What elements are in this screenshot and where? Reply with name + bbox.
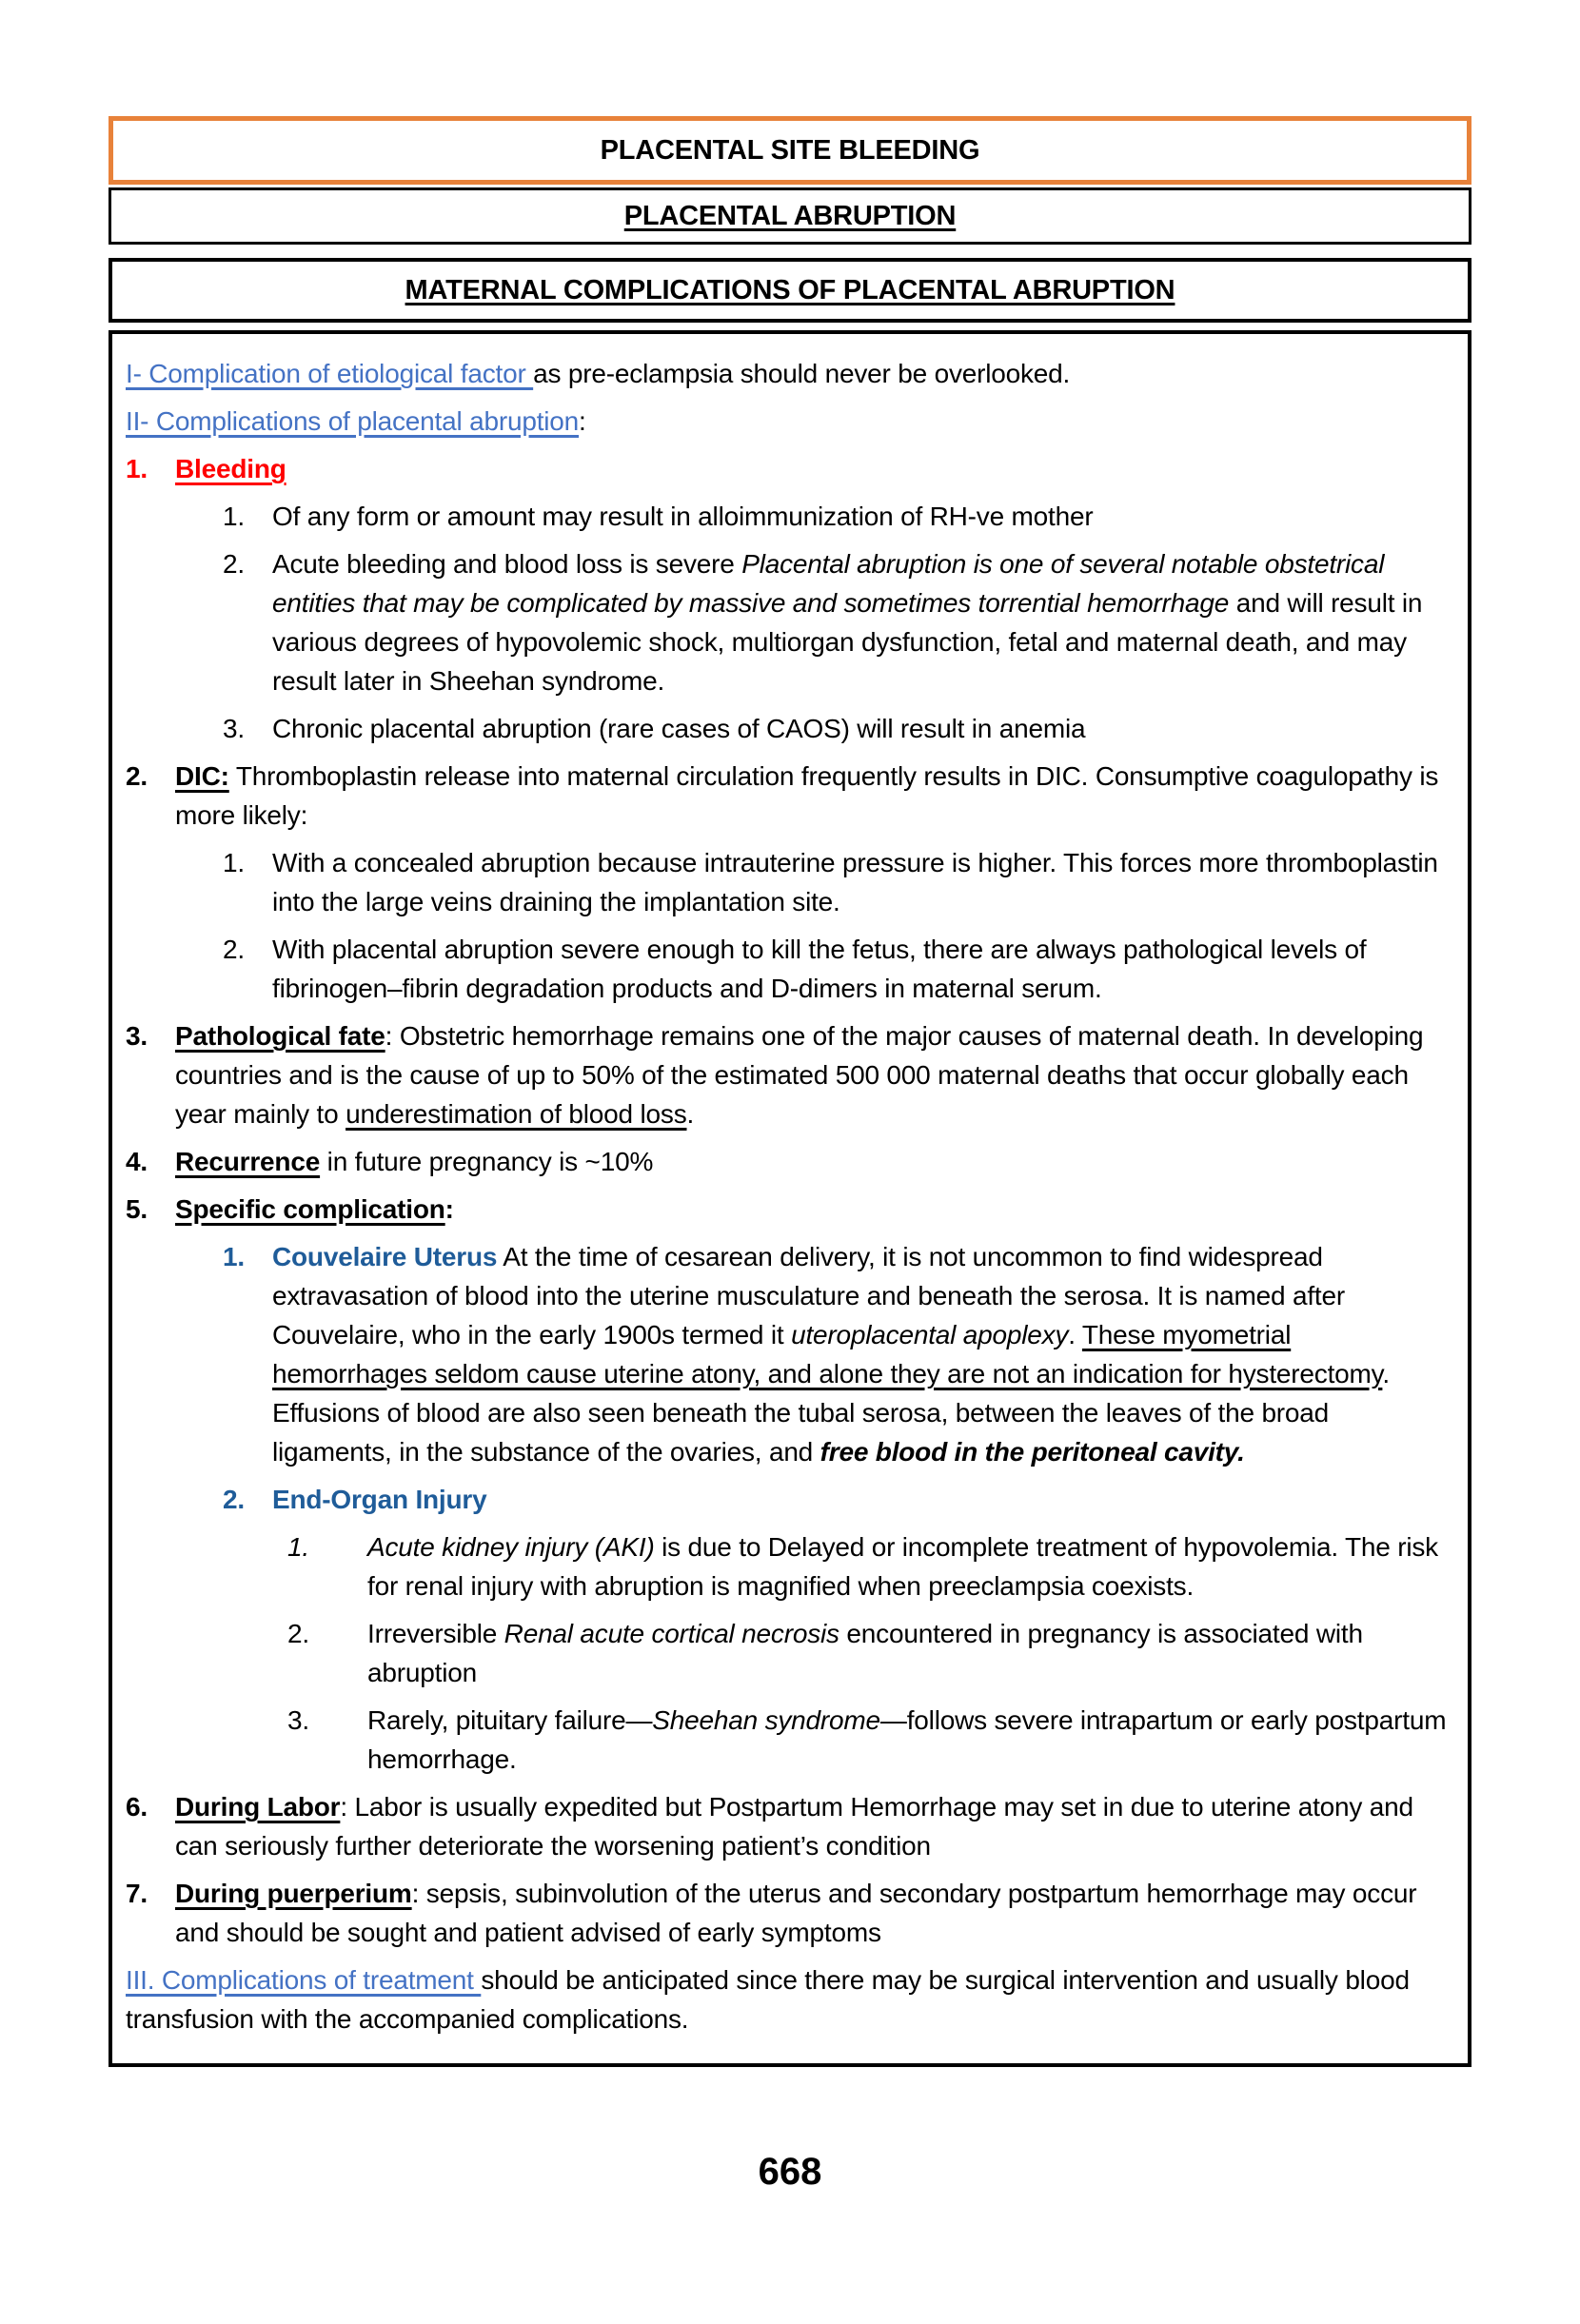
paragraph — [126, 402, 1449, 441]
paragraph-text — [367, 1701, 1449, 1779]
text-run: encountered in pregnancy is associated with abruption — [367, 1619, 1363, 1687]
paragraph-text — [175, 1190, 1449, 1229]
list-number: 6. — [126, 1792, 148, 1822]
paragraph-text — [175, 1874, 1449, 1952]
page-number: 668 — [758, 2151, 822, 2193]
text-run: Recurrence — [175, 1147, 321, 1176]
text-run: uteroplacental apoplexy — [791, 1320, 1069, 1349]
section-title: PLACENTAL ABRUPTION — [623, 200, 957, 231]
text-run: and will result in various degrees of hypovolemic shock, multiorgan dysfunction, fetal and maternal death, and may result later in Sheehan syndrome. — [272, 588, 1423, 696]
text-run: free blood in the peritoneal cavity. — [820, 1437, 1245, 1467]
text-run: Bleeding — [175, 454, 286, 483]
list-item — [287, 1614, 1449, 1692]
list-number: 2. — [223, 549, 245, 579]
list-number: 2. — [223, 935, 245, 964]
list-number: 2. — [126, 761, 148, 791]
list-item — [223, 497, 1449, 536]
text-run: Sheehan syndrome — [652, 1705, 880, 1735]
list-number: 2. — [287, 1619, 309, 1648]
list-number: 1. — [223, 1242, 245, 1271]
list-item — [126, 1190, 1449, 1229]
list-item — [223, 1237, 1449, 1471]
text-run: Acute kidney injury (AKI) — [367, 1532, 655, 1562]
list-item — [223, 709, 1449, 748]
text-run: Specific complication — [175, 1194, 445, 1224]
list-item — [223, 1480, 1449, 1519]
text-run: With placental abruption severe enough to kill the fetus, there are always pathological levels of fibrinogen–fibrin degradation products and D-dimers in maternal serum. — [272, 935, 1367, 1003]
list-item — [126, 1016, 1449, 1133]
page-title: PLACENTAL SITE BLEEDING — [600, 134, 980, 166]
paragraph-text — [272, 709, 1449, 748]
paragraph-text — [175, 757, 1449, 835]
paragraph-text — [126, 354, 1449, 393]
text-run: . Effusions of blood are also seen beneath the tubal serosa, between the leaves of the broad ligaments, in the substance of the ovaries, and — [272, 1359, 1390, 1467]
list-number: 1. — [223, 848, 245, 877]
list-number: 1. — [126, 454, 148, 483]
paragraph-text — [367, 1614, 1449, 1692]
text-run: DIC: — [175, 761, 229, 791]
text-run: With a concealed abruption because intrauterine pressure is higher. This forces more thromboplastin into the large veins draining the implantation site. — [272, 848, 1438, 916]
list-item — [223, 843, 1449, 921]
list-number: 2. — [223, 1485, 245, 1514]
text-run: Pathological fate — [175, 1021, 385, 1051]
list-item — [126, 1142, 1449, 1181]
paragraph-text — [126, 1960, 1449, 2038]
content-box — [109, 330, 1471, 2067]
text-run: Renal acute cortical necrosis — [504, 1619, 839, 1648]
list-number: 1. — [223, 502, 245, 531]
list-item — [287, 1527, 1449, 1605]
text-run: —follows severe intrapartum or early postpartum hemorrhage. — [367, 1705, 1447, 1774]
text-run: Couvelaire Uterus — [272, 1242, 498, 1271]
paragraph-text — [175, 1142, 1449, 1181]
document-page — [0, 116, 1580, 2324]
text-run: Of any form or amount may result in alloimmunization of RH-ve mother — [272, 502, 1094, 531]
paragraph-text — [272, 930, 1449, 1008]
text-run: : Obstetric hemorrhage remains one of the major causes of maternal death. In developing countries and is the cause of up to 50% of the estimated 500 000 maternal deaths that occur globally each year mainly to — [175, 1021, 1424, 1129]
paragraph-text — [175, 1016, 1449, 1133]
text-run: During Labor — [175, 1792, 341, 1822]
list-number: 7. — [126, 1879, 148, 1908]
link-text: I- Complication of etiological factor — [126, 359, 534, 388]
list-number: 4. — [126, 1147, 148, 1176]
list-item — [223, 930, 1449, 1008]
list-number: 3. — [287, 1705, 309, 1735]
text-run: . — [686, 1099, 695, 1129]
text-run: underestimation of blood loss — [346, 1099, 687, 1129]
text-run: : — [579, 406, 586, 436]
link-text: III. Complications of treatment — [126, 1965, 482, 1995]
text-run: These myometrial hemorrhages seldom cause uterine atony, and alone they are not an indication for hysterectomy — [272, 1320, 1383, 1388]
paragraph-text — [272, 1480, 1449, 1519]
paragraph-text — [175, 449, 1449, 488]
title-box-placental-abruption — [109, 187, 1471, 245]
list-item — [126, 449, 1449, 488]
list-number: 1. — [287, 1532, 309, 1562]
paragraph-text — [272, 843, 1449, 921]
text-run: in future pregnancy is ~10% — [320, 1147, 654, 1176]
paragraph — [126, 1960, 1449, 2038]
text-run: as pre-eclampsia should never be overlooked. — [533, 359, 1071, 388]
text-run: : — [444, 1194, 454, 1224]
list-number: 3. — [126, 1021, 148, 1051]
text-run: should be anticipated since there may be surgical intervention and usually blood transfusion with the accompanied complications. — [126, 1965, 1410, 2034]
text-run: Thromboplastin release into maternal circulation frequently results in DIC. Consumptive coagulopathy is more likely: — [175, 761, 1439, 830]
paragraph-text — [175, 1787, 1449, 1865]
text-run: Irreversible — [367, 1619, 504, 1648]
text-run: Rarely, pituitary failure— — [367, 1705, 653, 1735]
paragraph — [126, 354, 1449, 393]
text-run: Acute bleeding and blood loss is severe — [272, 549, 742, 579]
text-run: During puerperium — [175, 1879, 412, 1908]
title-box-maternal-complications — [109, 258, 1471, 323]
text-run: . — [1068, 1320, 1082, 1349]
list-item — [126, 1874, 1449, 1952]
title-box-placental-site-bleeding — [109, 116, 1471, 185]
text-run: : sepsis, subinvolution of the uterus and secondary postpartum hemorrhage may occur and should be sought and patient advised of early symptoms — [175, 1879, 1417, 1947]
text-run: At the time of cesarean delivery, it is not uncommon to find widespread extravasation of blood into the uterine musculature and beneath the serosa. It is named after Couvelaire, who in the early 1900s termed it — [272, 1242, 1345, 1349]
list-item — [223, 544, 1449, 700]
text-run: : Labor is usually expedited but Postpartum Hemorrhage may set in due to uterine atony and can seriously further deteriorate the worsening patient’s condition — [175, 1792, 1413, 1861]
paragraph-text — [126, 402, 1449, 441]
text-run: End-Organ Injury — [272, 1485, 487, 1514]
list-number: 5. — [126, 1194, 148, 1224]
paragraph-text — [272, 1237, 1449, 1471]
paragraph-text — [272, 497, 1449, 536]
paragraph-text — [367, 1527, 1449, 1605]
paragraph-text — [272, 544, 1449, 700]
list-item — [287, 1701, 1449, 1779]
link-text: II- Complications of placental abruption — [126, 406, 580, 436]
list-item — [126, 757, 1449, 835]
list-number: 3. — [223, 714, 245, 743]
text-run: is due to Delayed or incomplete treatment of hypovolemia. The risk for renal injury with abruption is magnified when preeclampsia coexists. — [367, 1532, 1438, 1601]
subsection-title: MATERNAL COMPLICATIONS OF PLACENTAL ABRUPTION — [405, 274, 1175, 305]
list-item — [126, 1787, 1449, 1865]
text-run: Chronic placental abruption (rare cases of CAOS) will result in anemia — [272, 714, 1086, 743]
text-run: Placental abruption is one of several notable obstetrical entities that may be complicated by massive and sometimes torrential hemorrhage — [272, 549, 1385, 618]
